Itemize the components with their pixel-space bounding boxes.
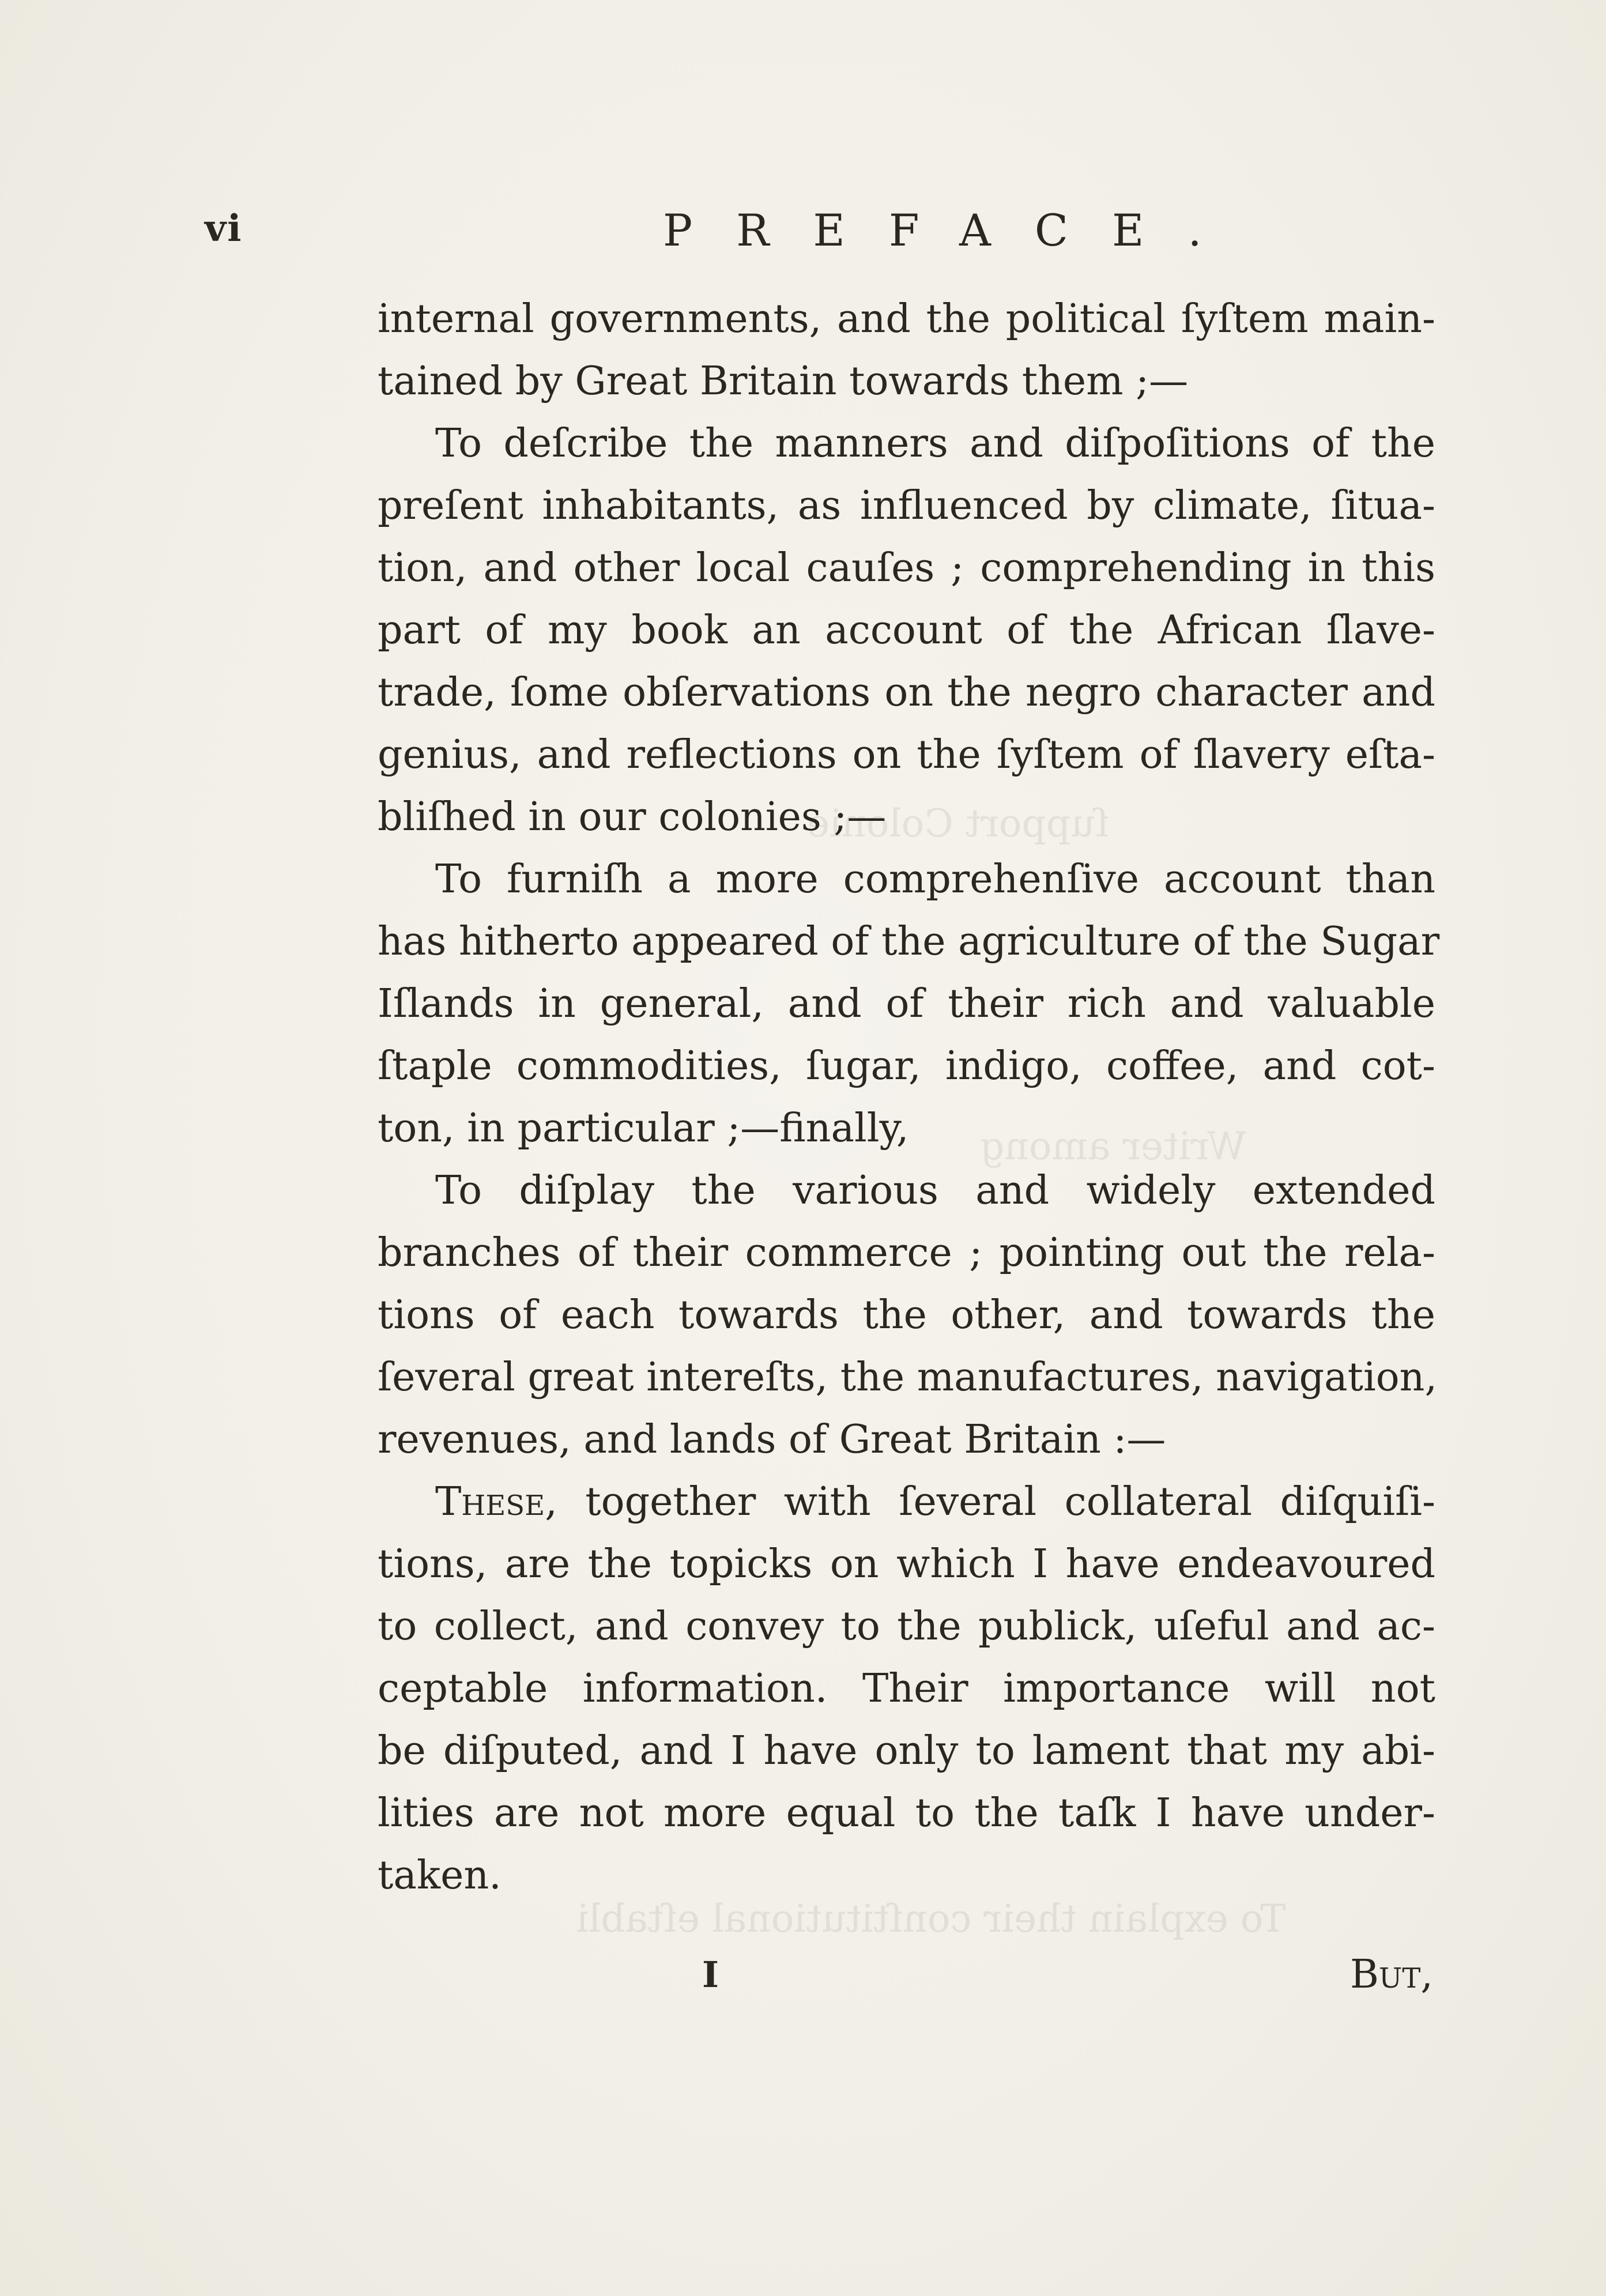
text-line: These, together with ſeveral collateral diſquiſi-	[435, 1479, 1435, 1525]
show-through-text: To explain their conſtitutional eſtabli	[576, 1897, 1286, 1941]
text-line: tion, and other local cauſes ; comprehending in this	[378, 545, 1435, 591]
page-folio: vi	[205, 207, 243, 250]
text-line: revenues, and lands of Great Britain :—	[378, 1417, 1166, 1462]
text-line: ſeveral great intereſts, the manufactures, navigation,	[378, 1355, 1438, 1400]
body-text	[378, 288, 1440, 1907]
text-line: ceptable information. Their importance will not	[378, 1666, 1435, 1711]
text-line: tions of each towards the other, and towards the	[378, 1292, 1435, 1338]
text-line: branches of their commerce ; pointing out the rela-	[378, 1230, 1435, 1276]
text-line: To furniſh a more comprehenſive account than	[435, 857, 1435, 902]
text-line: has hitherto appeared of the agriculture of the Sugar	[378, 919, 1440, 964]
show-through-text: ſupport Colonie	[807, 801, 1109, 846]
running-head: PREFACE.	[663, 205, 1246, 256]
text-line: tions, are the topicks on which I have endeavoured	[378, 1541, 1435, 1587]
text-line: lities are not more equal to the taſk I have under-	[378, 1790, 1435, 1836]
text-line: tained by Great Britain towards them ;—	[378, 359, 1189, 404]
text-line: genius, and reflections on the ſyſtem of ſlavery eſta-	[378, 732, 1435, 778]
text-line: ton, in particular ;—finally,	[378, 1106, 909, 1151]
show-through-text: Writer among	[980, 1124, 1247, 1168]
text-line: internal governments, and the political ſyſtem main-	[378, 296, 1435, 342]
text-line: bliſhed in our colonies ;—	[378, 794, 887, 840]
text-line: preſent inhabitants, as influenced by climate, ſitua-	[378, 483, 1435, 529]
text-line: To deſcribe the manners and diſpoſitions of the	[435, 421, 1435, 466]
text-line: to collect, and convey to the publick, uſeful and ac-	[378, 1604, 1435, 1649]
catchword: But,	[1349, 1952, 1433, 1997]
text-line: To diſplay the various and widely extended	[435, 1168, 1435, 1213]
text-line: Iſlands in general, and of their rich and valuable	[378, 981, 1435, 1027]
text-line: taken.	[378, 1853, 502, 1898]
text-line: trade, ſome obſervations on the negro character and	[378, 670, 1435, 715]
signature-mark: I	[702, 1954, 719, 1996]
text-line: ſtaple commodities, ſugar, indigo, coffee, and cot-	[378, 1043, 1435, 1089]
text-line: be diſputed, and I have only to lament that my abi-	[378, 1728, 1435, 1774]
text-line: part of my book an account of the African ſlave-	[378, 608, 1435, 653]
